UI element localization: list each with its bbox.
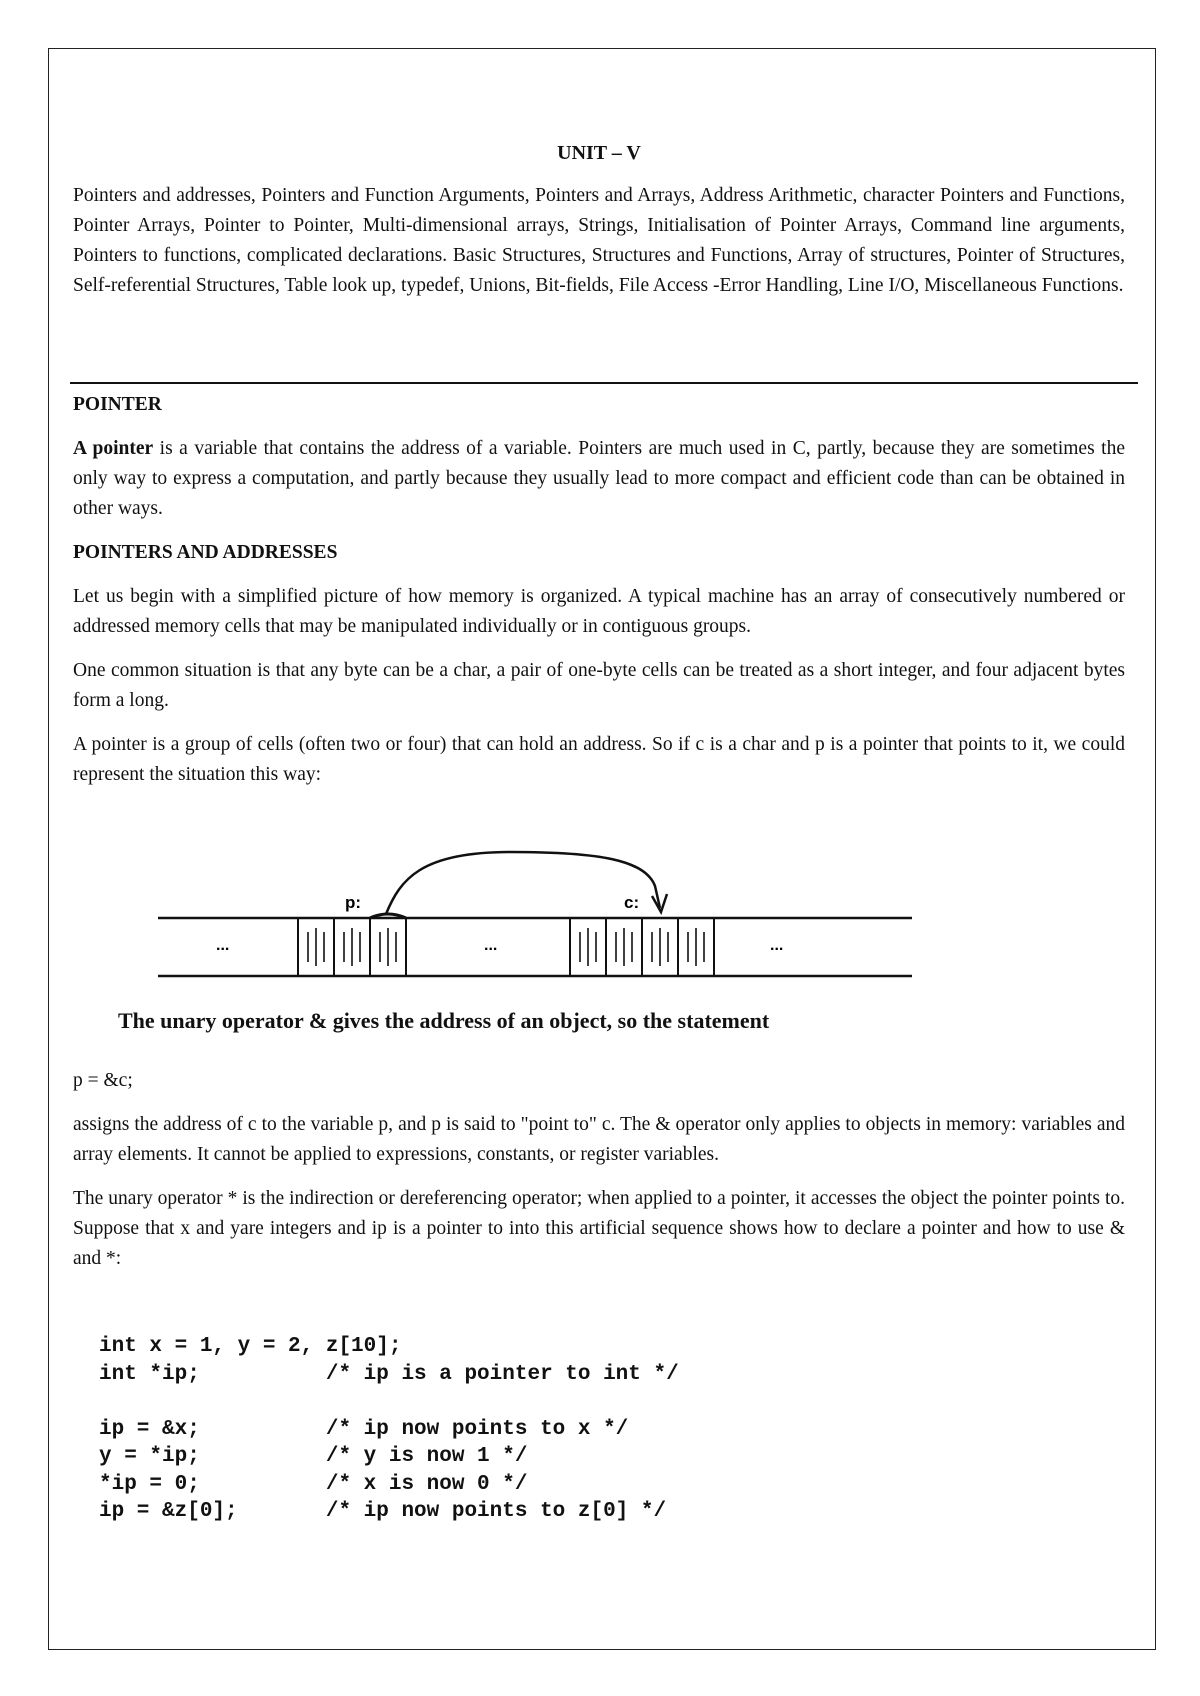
syllabus-text: Pointers and addresses, Pointers and Function Arguments, Pointers and Arrays, Address Arithmetic, character Pointers and Functions, Pointer Arrays, Pointer to Pointer, Multi-dimensional arrays, Strings, Initialisation of Pointer Arrays, Command line arguments, Pointers to functions, complicated declarations. Basic Structures, Structures and Functions, Array of structures, Pointer of Structures, Self-referential Structures, Table look up, typedef, Unions, Bit-fields, File Access -Error Handling, Line I/O, Miscellaneous Functions. [73, 185, 1125, 296]
byte-paragraph: One common situation is that any byte can be a char, a pair of one-byte cells can be treated as a short integer, and four adjacent bytes form a long. [73, 660, 1125, 711]
syllabus-block [73, 142, 1125, 307]
code-line: *ip = 0; /* x is now 0 */ [99, 1472, 528, 1496]
operator-section [73, 1066, 1125, 1274]
ellipsis-left: ... [216, 937, 230, 954]
unary-paragraph: The unary operator * is the indirection or dereferencing operator; when applied to a pointer, it accesses the object the pointer points to. Suppose that x and yare integers and ip is a pointer to into this artificial sequence shows how to declare a pointer and how to use & and *: [73, 1188, 1125, 1269]
ellipsis-right: ... [770, 937, 784, 954]
code-listing [99, 1333, 679, 1526]
pointer-arrow [386, 852, 660, 914]
statement-line: p = &c; [73, 1070, 133, 1091]
code-line: int *ip; /* ip is a pointer to int */ [99, 1362, 679, 1386]
label-p: p: [345, 893, 362, 912]
pointer-term: A pointer [73, 438, 154, 459]
code-line: ip = &z[0]; /* ip now points to z[0] */ [99, 1500, 667, 1523]
unit-title: UNIT – V [557, 142, 641, 164]
ellipsis-middle: ... [484, 937, 498, 954]
pointer-section [73, 390, 1125, 790]
diagram-caption: The unary operator & gives the address of an object, so the statement [118, 1008, 770, 1033]
addresses-heading: POINTERS AND ADDRESSES [73, 542, 338, 563]
pointer-definition-rest: is a variable that contains the address of a variable. Pointers are much used in C, partly, because they are sometimes the only way to express a computation, and partly because they usually lead to more compact and efficient code than can be obtained in other ways. [73, 438, 1125, 519]
pointer-cells-paragraph: A pointer is a group of cells (often two or four) that can hold an address. So if c is a char and p is a pointer that points to it, we could represent the situation this way: [73, 734, 1125, 785]
pointer-heading: POINTER [73, 394, 162, 415]
section-divider [70, 382, 1138, 384]
assigns-paragraph: assigns the address of c to the variable p, and p is said to "point to" c. The & operator only applies to objects in memory: variables and array elements. It cannot be applied to expressions, constants, or register variables. [73, 1114, 1125, 1165]
code-line: y = *ip; /* y is now 1 */ [99, 1445, 528, 1468]
label-c: c: [624, 893, 640, 912]
code-line: int x = 1, y = 2, z[10]; [99, 1335, 402, 1358]
memory-diagram [150, 850, 920, 990]
pointer-definition [73, 434, 1125, 524]
code-line: ip = &x; /* ip now points to x */ [99, 1417, 629, 1441]
memory-paragraph: Let us begin with a simplified picture of how memory is organized. A typical machine has an array of consecutively numbered or addressed memory cells that may be manipulated individually or in contiguous groups. [73, 586, 1125, 637]
char-cells [570, 918, 714, 976]
